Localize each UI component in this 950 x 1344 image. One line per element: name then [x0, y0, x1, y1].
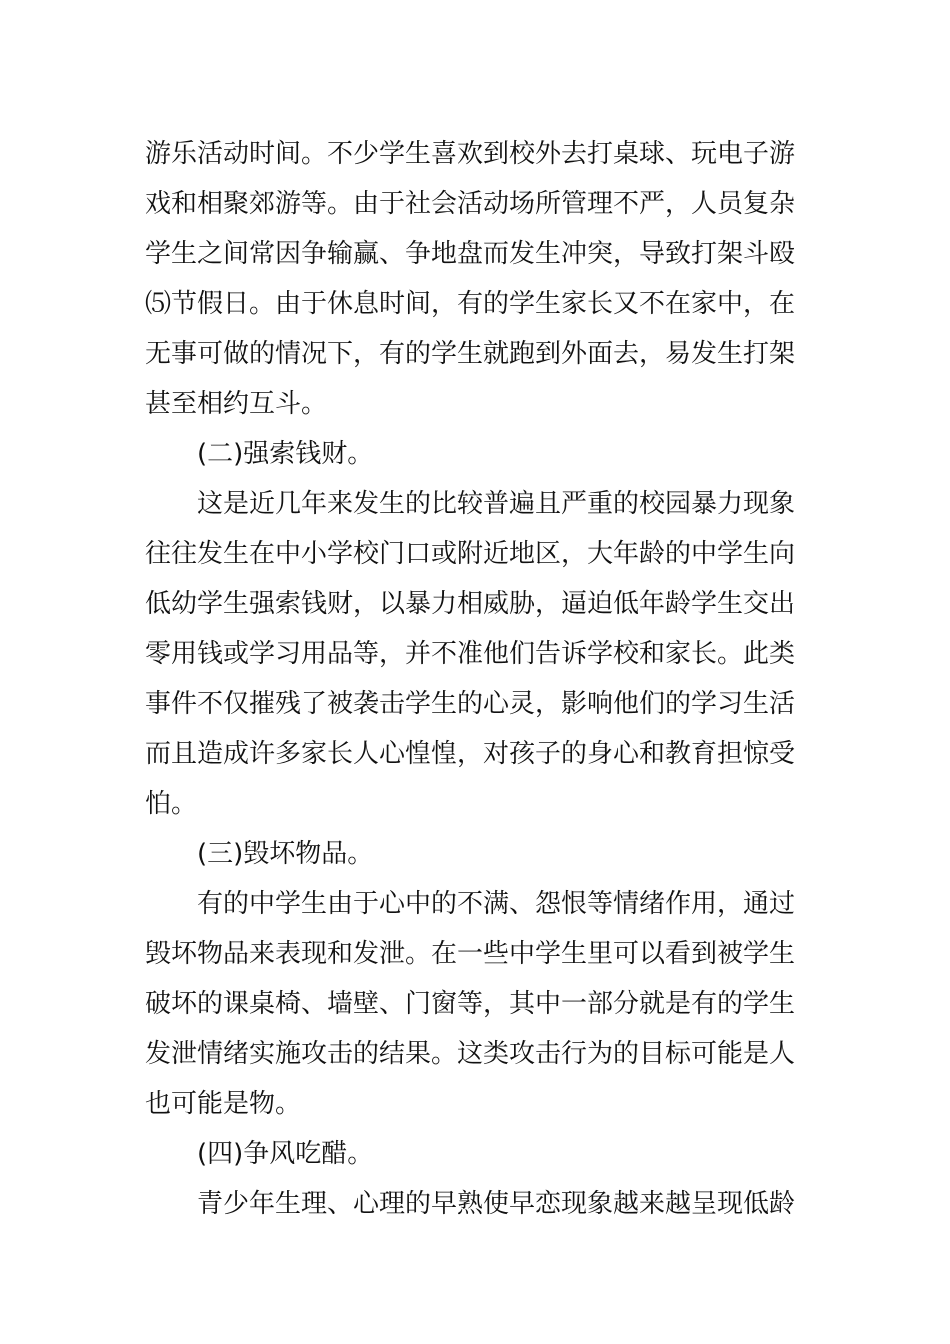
paragraph-line: 低幼学生强索钱财，以暴力相威胁，逼迫低年龄学生交出 — [145, 589, 796, 619]
paragraph-line-indented: (三)毁坏物品。 — [197, 839, 374, 869]
paragraph-line-indented: 青少年生理、心理的早熟使早恋现象越来越呈现低龄 — [197, 1189, 796, 1219]
paragraph-line: 怕。 — [145, 789, 198, 819]
paragraph-line-indented: (四)争风吃醋。 — [197, 1139, 374, 1169]
paragraph-line: 也可能是物。 — [145, 1089, 302, 1119]
paragraph-line-indented: 有的中学生由于心中的不满、怨恨等情绪作用，通过 — [197, 889, 796, 919]
paragraph-line: 戏和相聚郊游等。由于社会活动场所管理不严，人员复杂 — [145, 189, 796, 219]
paragraph-line-indented: (二)强索钱财。 — [197, 439, 374, 469]
paragraph-line: 学生之间常因争输赢、争地盘而发生冲突，导致打架斗殴 — [145, 239, 796, 269]
paragraph-line: 游乐活动时间。不少学生喜欢到校外去打桌球、玩电子游 — [145, 139, 796, 169]
paragraph-line: ⑸节假日。由于休息时间，有的学生家长又不在家中，在 — [145, 289, 796, 319]
paragraph-line: 破坏的课桌椅、墙壁、门窗等，其中一部分就是有的学生 — [145, 989, 796, 1019]
paragraph-line: 无事可做的情况下，有的学生就跑到外面去，易发生打架 — [145, 339, 796, 369]
paragraph-line-indented: 这是近几年来发生的比较普遍且严重的校园暴力现象 — [197, 489, 796, 519]
paragraph-line: 零用钱或学习用品等，并不准他们告诉学校和家长。此类 — [145, 639, 796, 669]
paragraph-line: 甚至相约互斗。 — [145, 389, 328, 419]
paragraph-line: 发泄情绪实施攻击的结果。这类攻击行为的目标可能是人 — [145, 1039, 796, 1069]
document-body — [145, 129, 810, 1229]
paragraph-line: 而且造成许多家长人心惶惶，对孩子的身心和教育担惊受 — [145, 739, 796, 769]
paragraph-line: 往往发生在中小学校门口或附近地区，大年龄的中学生向 — [145, 539, 796, 569]
paragraph-line: 毁坏物品来表现和发泄。在一些中学生里可以看到被学生 — [145, 939, 796, 969]
paragraph-line: 事件不仅摧残了被袭击学生的心灵，影响他们的学习生活 — [145, 689, 796, 719]
